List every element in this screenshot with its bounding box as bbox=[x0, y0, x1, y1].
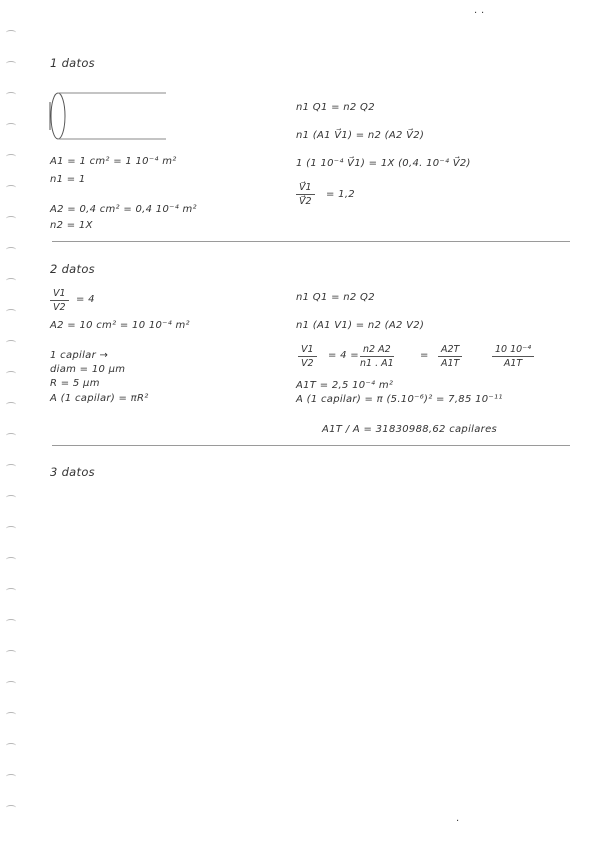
binder-hole-mark bbox=[6, 123, 16, 128]
binder-hole-mark bbox=[6, 712, 16, 717]
binder-hole-mark bbox=[6, 247, 16, 252]
binder-hole-mark bbox=[6, 402, 16, 407]
section-2-heading: 2 datos bbox=[50, 262, 95, 276]
binder-hole-mark bbox=[6, 30, 16, 35]
binder-hole-mark bbox=[6, 154, 16, 159]
s1-substitution: 1 (1 10⁻⁴ V⃗1) = 1X (0,4. 10⁻⁴ V⃗2) bbox=[296, 158, 471, 169]
s2-velocity-ratio: $\frac{V1}{V2}$ bbox=[50, 288, 69, 313]
binder-hole-mark bbox=[6, 805, 16, 810]
binder-hole-mark bbox=[6, 185, 16, 190]
binder-hole-mark bbox=[6, 309, 16, 314]
s2-chain-frac-3: $\frac{A2T}{A1T}$ bbox=[438, 344, 462, 369]
s1-ratio-value: = 1,2 bbox=[326, 189, 355, 200]
binder-hole-mark bbox=[6, 371, 16, 376]
s2-chain-frac-2: $\frac{n2 A2}{n1 . A1}$ bbox=[360, 344, 394, 369]
section-3-heading: 3 datos bbox=[50, 465, 95, 479]
s2-total-area: A1T = 2,5 10⁻⁴ m² bbox=[296, 380, 394, 391]
binder-hole-mark bbox=[6, 619, 16, 624]
binder-hole-mark bbox=[6, 61, 16, 66]
divider-2 bbox=[52, 445, 570, 446]
s2-capilar-area-formula: A (1 capilar) = πR² bbox=[50, 393, 149, 404]
footer-mark: · bbox=[456, 816, 460, 827]
binder-hole-mark bbox=[6, 340, 16, 345]
s2-area-2: A2 = 10 cm² = 10 10⁻⁴ m² bbox=[50, 320, 190, 331]
binder-hole-mark bbox=[6, 433, 16, 438]
top-marks: · · bbox=[474, 8, 485, 19]
binder-hole-mark bbox=[6, 526, 16, 531]
s2-capilar-count: A1T / A = 31830988,62 capilares bbox=[322, 424, 498, 435]
s1-continuity-area-velocity: n1 (A1 V⃗1) = n2 (A2 V⃗2) bbox=[296, 130, 425, 141]
s2-diameter: diam = 10 μm bbox=[50, 364, 126, 375]
s2-chain-frac-4: $\frac{\text{10 10⁻⁴}}{A1T}$ bbox=[492, 344, 534, 369]
pipe-sketch bbox=[44, 88, 174, 144]
s2-chain-frac-1: $\frac{V1}{V2}$ bbox=[298, 344, 317, 369]
binder-hole-mark bbox=[6, 557, 16, 562]
s2-ratio-value: = 4 bbox=[76, 294, 95, 305]
section-1-heading: 1 datos bbox=[50, 56, 95, 70]
binder-hole-mark bbox=[6, 743, 16, 748]
s2-continuity-eq: n1 Q1 = n2 Q2 bbox=[296, 292, 375, 303]
binder-hole-mark bbox=[6, 681, 16, 686]
s2-capilar-label: 1 capilar → bbox=[50, 350, 109, 361]
s2-capilar-area: A (1 capilar) = π (5.10⁻⁶)² = 7,85 10⁻¹¹ bbox=[296, 394, 503, 405]
binder-hole-mark bbox=[6, 278, 16, 283]
s1-area-2: A2 = 0,4 cm² = 0,4 10⁻⁴ m² bbox=[50, 204, 197, 215]
s1-area-1: A1 = 1 cm² = 1 10⁻⁴ m² bbox=[50, 156, 177, 167]
s2-chain-eq-1: = 4 = bbox=[328, 350, 359, 361]
s2-ratio-chain bbox=[298, 344, 578, 374]
binder-hole-mark bbox=[6, 495, 16, 500]
s2-radius: R = 5 μm bbox=[50, 378, 100, 389]
s2-chain-eq-2: = bbox=[420, 350, 429, 361]
s1-velocity-ratio: $\frac{V⃗1}{V⃗2}$ bbox=[296, 182, 315, 207]
divider-1 bbox=[52, 241, 570, 242]
binder-hole-mark bbox=[6, 216, 16, 221]
binder-hole-mark bbox=[6, 92, 16, 97]
s1-n2: n2 = 1X bbox=[50, 220, 93, 231]
binder-hole-mark bbox=[6, 650, 16, 655]
s1-n1: n1 = 1 bbox=[50, 174, 86, 185]
binder-hole-mark bbox=[6, 588, 16, 593]
binder-hole-mark bbox=[6, 774, 16, 779]
s2-continuity-area-velocity: n1 (A1 V1) = n2 (A2 V2) bbox=[296, 320, 425, 331]
s1-continuity-eq: n1 Q1 = n2 Q2 bbox=[296, 102, 375, 113]
binder-hole-mark bbox=[6, 464, 16, 469]
